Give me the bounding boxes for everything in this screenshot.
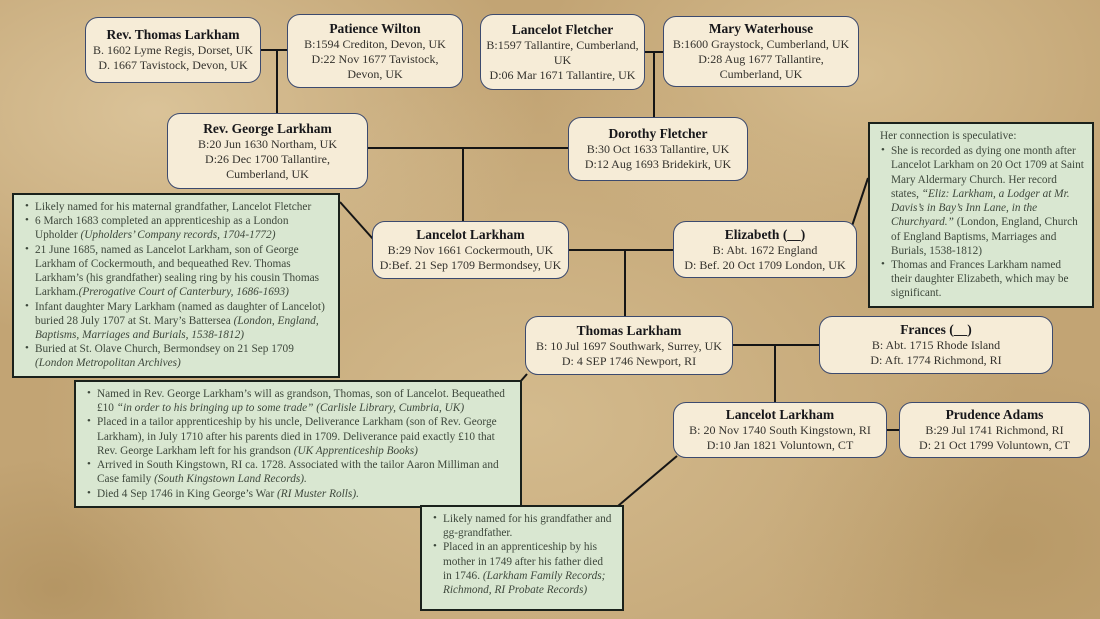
person-birth: B: Abt. 1672 England <box>712 242 818 257</box>
note-bullet: • Likely named for his grandfather and gg-grandfather. <box>443 512 614 540</box>
connector-note-lancelot-1661 <box>340 202 373 239</box>
note-bullet-list <box>22 200 330 371</box>
person-box-rev-george-larkham <box>167 113 368 189</box>
note-bullet: • Infant daughter Mary Larkham (named as daughter of Lancelot) buried 28 July 1707 at St. Mary’s Battersea (London, England, Baptisms, Marriages and Burials, 1538-1812) <box>35 300 330 343</box>
person-birth: B: Abt. 1715 Rhode Island <box>871 338 1001 353</box>
person-death: D:28 Aug 1677 Tallantire, Cumberland, UK <box>698 52 824 81</box>
person-death: D: 4 SEP 1746 Newport, RI <box>561 353 697 368</box>
person-name: Lancelot Larkham <box>416 227 525 243</box>
person-name: Lancelot Larkham <box>725 407 835 423</box>
person-death: D. 1667 Tavistock, Devon, UK <box>98 58 248 73</box>
person-box-mary-waterhouse <box>663 16 859 87</box>
person-name: Rev. Thomas Larkham <box>106 27 240 43</box>
person-name: Prudence Adams <box>945 407 1044 423</box>
connector-note-lancelot-1740 <box>618 456 677 506</box>
note-bullet-list <box>430 512 614 597</box>
person-death: D: Aft. 1774 Richmond, RI <box>870 353 1002 368</box>
person-name: Thomas Larkham <box>576 322 682 338</box>
person-box-thomas-larkham-1697 <box>525 316 733 375</box>
person-name: Frances (__) <box>900 322 972 338</box>
person-box-dorothy-fletcher <box>568 117 748 181</box>
person-death: D:22 Nov 1677 Tavistock, Devon, UK <box>311 51 439 81</box>
note-header: Her connection is speculative: <box>880 130 1017 142</box>
person-box-frances <box>819 316 1053 374</box>
person-name: Elizabeth (__) <box>724 226 806 242</box>
person-death: D:12 Aug 1693 Bridekirk, UK <box>584 157 732 172</box>
note-bullet: • Arrived in South Kingstown, RI ca. 1728. Associated with the tailor Aaron Milliman and Case family (South Kingstown Land Records). <box>97 458 512 486</box>
person-birth: B:1594 Crediton, Devon, UK <box>304 36 446 51</box>
person-birth: B: 10 Jul 1697 Southwark, Surrey, UK <box>536 338 722 353</box>
note-box-thomas-1697 <box>74 380 522 508</box>
note-box-elizabeth <box>868 122 1094 308</box>
person-death: D:10 Jan 1821 Voluntown, CT <box>706 438 854 453</box>
person-birth: B:30 Oct 1633 Tallantire, UK <box>586 142 730 157</box>
person-name: Dorothy Fletcher <box>608 126 708 142</box>
note-bullet: • Thomas and Frances Larkham named their daughter Elizabeth, which may be significant. <box>891 258 1084 301</box>
note-bullet: • She is recorded as dying one month after Lancelot Larkham on 20 Oct 1709 at Saint Mary Aldermary Church. Her record states, “Eliz: Larkham, a Lodger at Mr. Davis’s in Bay’s Inn Lane, in the Churchyard.” (London, England, Church of England Baptisms, Marriages and Burials, 1538-1812) <box>891 144 1084 258</box>
person-death: D: Bef. 20 Oct 1709 London, UK <box>684 257 846 272</box>
note-bullet: • Placed in an apprenticeship by his mother in 1749 after his father died in 1746. (Larkham Family Records; Richmond, RI Probate Records) <box>443 540 614 597</box>
person-death: D:26 Dec 1700 Tallantire, Cumberland, UK <box>205 151 330 181</box>
person-birth: B:20 Jun 1630 Northam, UK <box>198 136 337 151</box>
person-name: Rev. George Larkham <box>203 120 332 136</box>
person-box-lancelot-larkham-1740 <box>673 402 887 458</box>
note-bullet: • Buried at St. Olave Church, Bermondsey on 21 Sep 1709 (London Metropolitan Archives) <box>35 342 330 370</box>
person-box-elizabeth <box>673 221 857 278</box>
person-name: Lancelot Fletcher <box>511 21 614 37</box>
person-birth: B:29 Nov 1661 Cockermouth, UK <box>387 243 554 258</box>
note-bullet: • Placed in a tailor apprenticeship by his uncle, Deliverance Larkham (son of Rev. George Larkham), in July 1710 after his parents died in 1709. Deliverance paid exactly £10 that Rev. George Larkham left for his grandson (UK Apprenticeship Books) <box>97 415 512 458</box>
note-bullet: • 6 March 1683 completed an apprenticeship as a London Upholder (Upholders’ Company records, 1704-1772) <box>35 214 330 242</box>
note-box-lancelot-1661 <box>12 193 340 378</box>
note-box-lancelot-1740 <box>420 505 624 611</box>
person-box-patience-wilton <box>287 14 463 88</box>
note-bullet-list <box>84 387 512 501</box>
person-box-lancelot-fletcher <box>480 14 645 90</box>
person-name: Patience Wilton <box>329 20 421 36</box>
person-birth: B. 1602 Lyme Regis, Dorset, UK <box>93 43 253 58</box>
connector-note-elizabeth <box>852 178 868 226</box>
person-box-rev-thomas-larkham <box>85 17 261 83</box>
person-name: Mary Waterhouse <box>708 21 814 36</box>
note-bullet: • Likely named for his maternal grandfather, Lancelot Fletcher <box>35 200 330 214</box>
person-death: D:06 Mar 1671 Tallantire, UK <box>489 67 636 82</box>
person-birth: B:1600 Graystock, Cumberland, UK <box>672 37 850 52</box>
note-bullet: • Named in Rev. George Larkham’s will as grandson, Thomas, son of Lancelot. Bequeathed £10 “in order to his bringing up to some trade” (Carlisle Library, Cumbria, UK) <box>97 387 512 415</box>
person-death: D:Bef. 21 Sep 1709 Bermondsey, UK <box>379 258 562 273</box>
note-bullet-list <box>878 144 1084 300</box>
note-bullet: • 21 June 1685, named as Lancelot Larkham, son of George Larkham of Cockermouth, and bequeathed Rev. Thomas Larkham’s (his grandfather) sealing ring by his cousin Thomas Larkham.(Prerogative Court of Canterbury, 1686-1693) <box>35 243 330 300</box>
person-birth: B: 20 Nov 1740 South Kingstown, RI <box>689 423 871 438</box>
person-birth: B:29 Jul 1741 Richmond, RI <box>925 423 1064 438</box>
person-death: D: 21 Oct 1799 Voluntown, CT <box>919 438 1070 453</box>
person-birth: B:1597 Tallantire, Cumberland, UK <box>486 37 639 67</box>
person-box-lancelot-larkham-1661 <box>372 221 569 279</box>
note-bullet: • Died 4 Sep 1746 in King George’s War (RI Muster Rolls). <box>97 487 512 501</box>
person-box-prudence-adams <box>899 402 1090 458</box>
